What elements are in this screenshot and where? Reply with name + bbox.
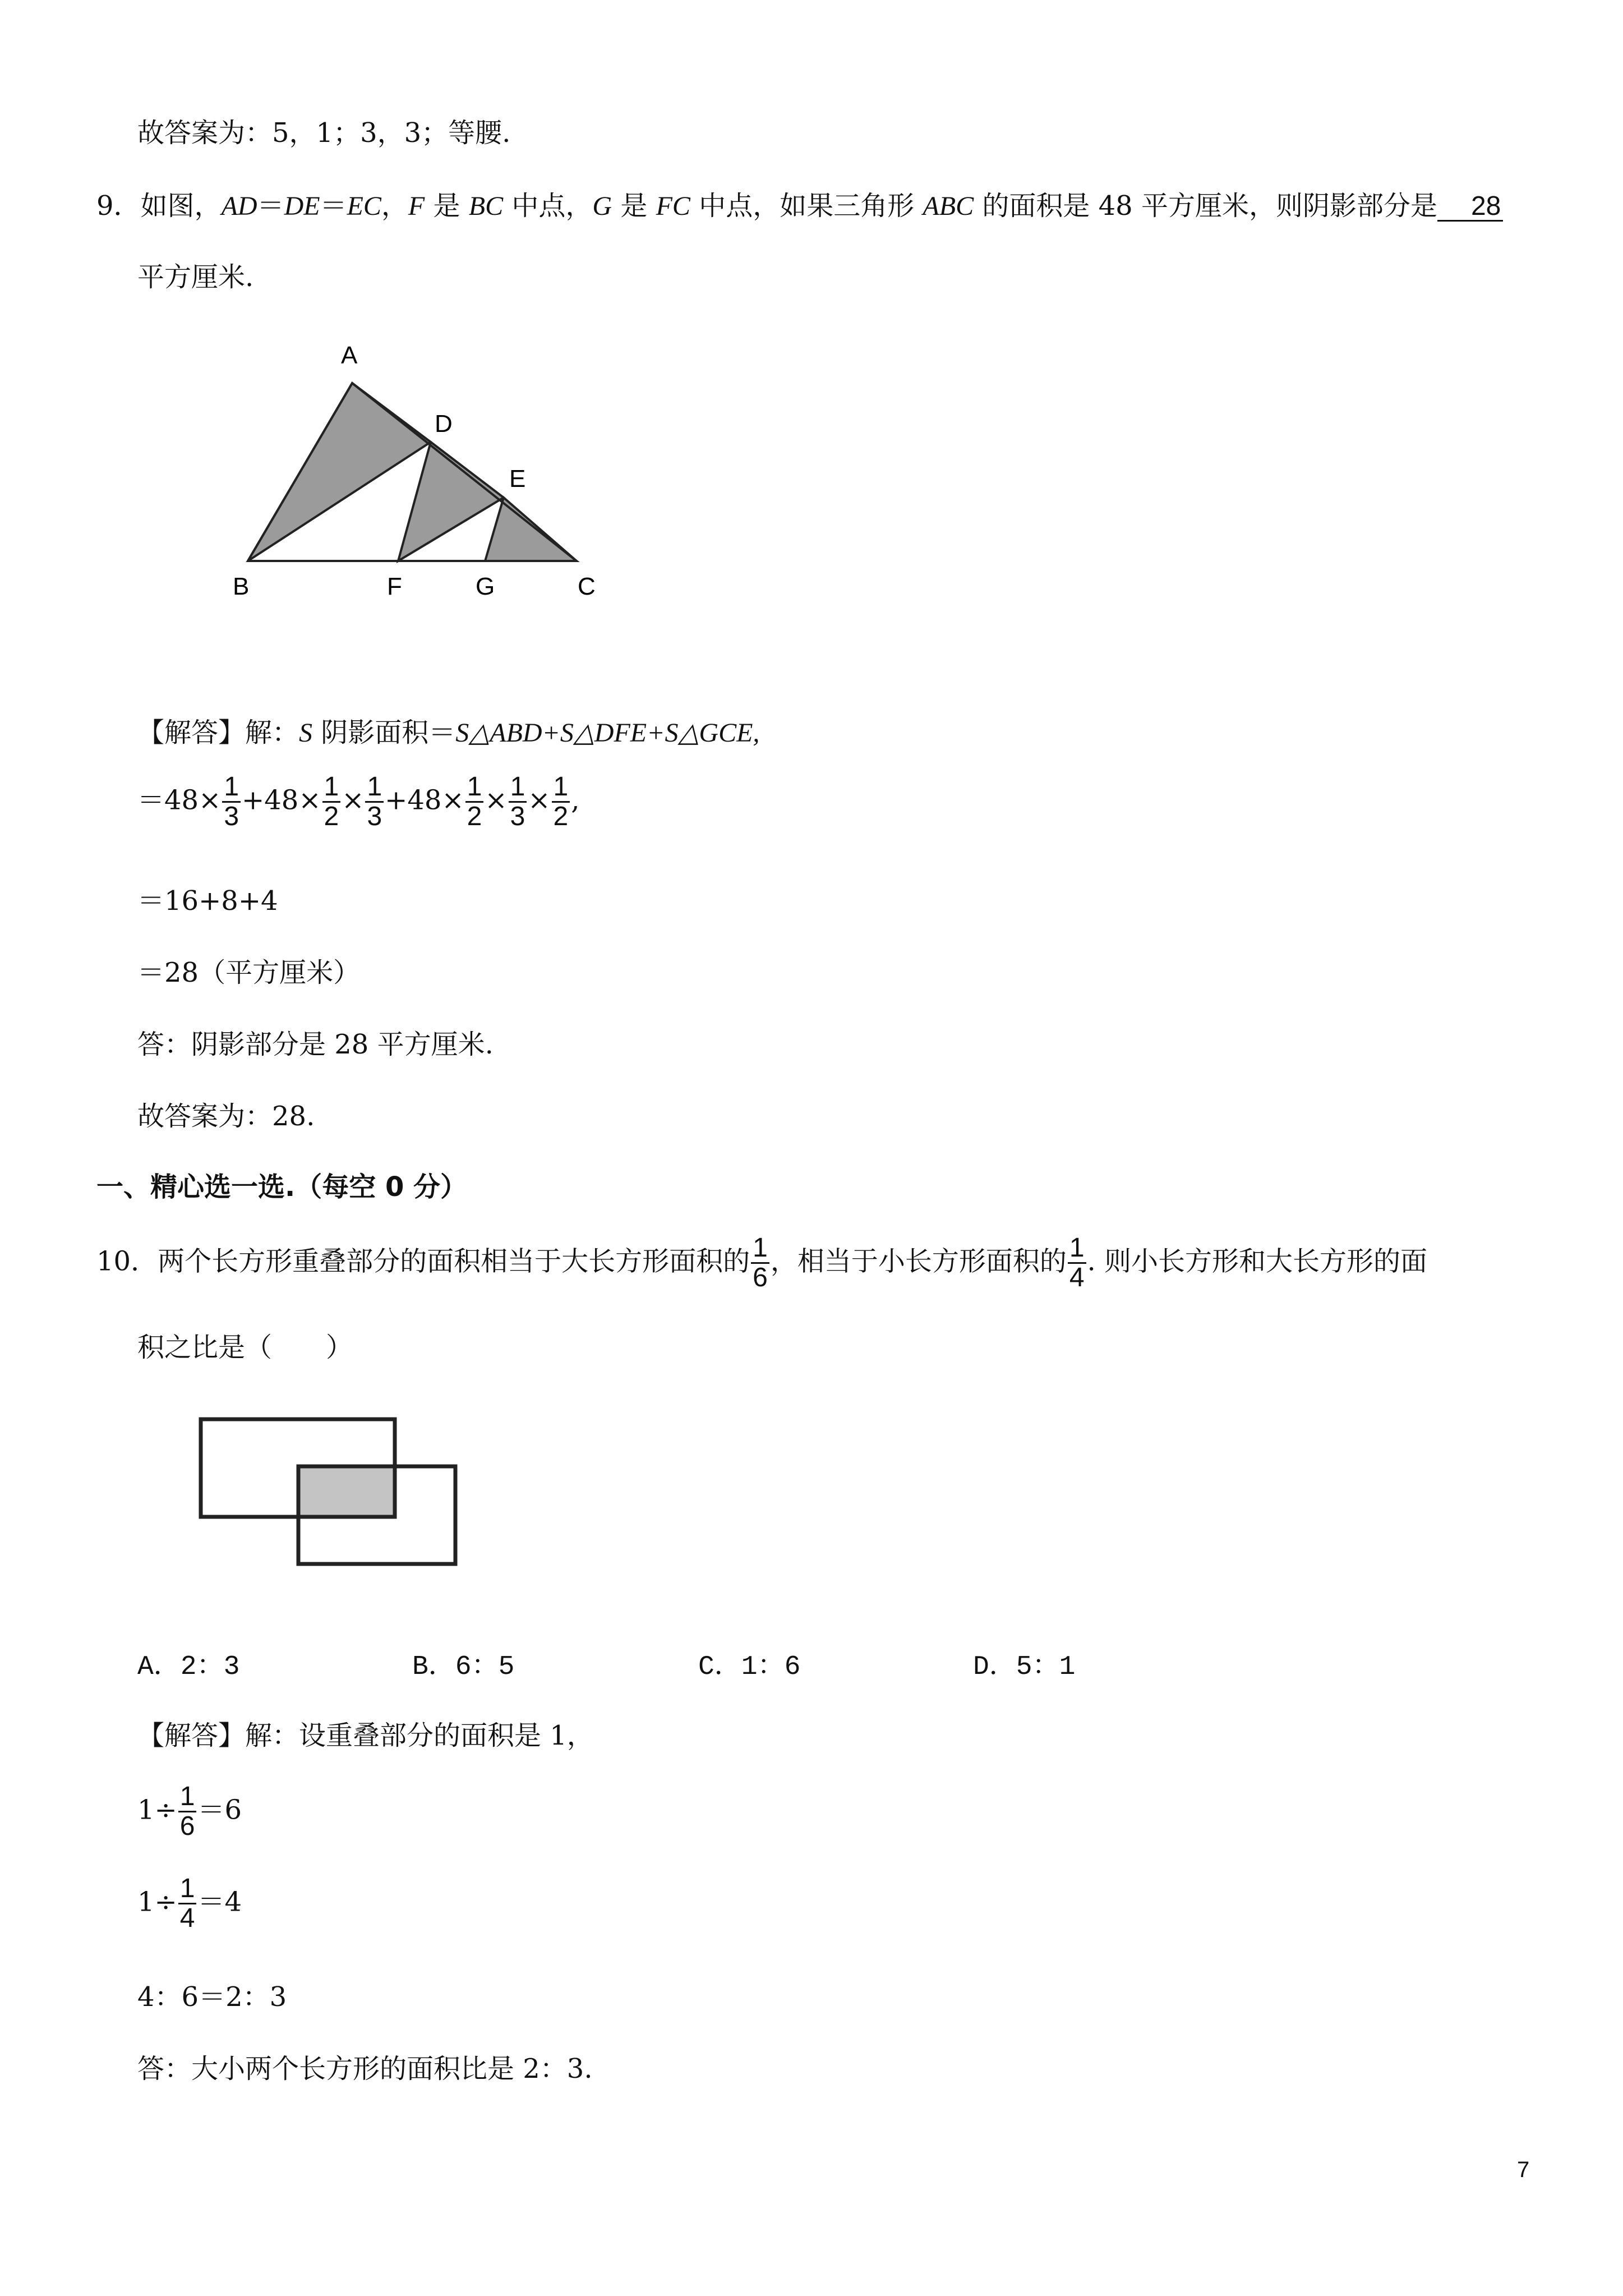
label-g: G xyxy=(476,573,495,600)
q9-sol-label: 【解答】解： xyxy=(137,717,299,748)
q10-calc1 xyxy=(137,1783,242,1841)
q10-number: 10． xyxy=(96,1245,158,1277)
q10-stem-line2: 积之比是（ ） xyxy=(137,1332,353,1363)
q9-answer-blank: 28 xyxy=(1437,193,1503,222)
option-a: A．2：3 xyxy=(137,1652,240,1682)
q10-calc2 xyxy=(137,1875,242,1933)
q10-solution-head: 【解答】解：设重叠部分的面积是 1， xyxy=(137,1720,594,1751)
q9-g: G xyxy=(592,191,612,221)
label-e: E xyxy=(509,465,526,493)
option-b: B．6：5 xyxy=(412,1652,515,1682)
denominator: 4 xyxy=(179,1903,195,1934)
fraction-one-quarter xyxy=(178,1875,197,1933)
q9-calc-text: ＝48× xyxy=(137,784,222,816)
q9-fc: FC xyxy=(656,191,690,221)
numerator: 1 xyxy=(178,1783,197,1812)
fraction-one-third xyxy=(509,773,527,831)
q9-eq: ＝ xyxy=(257,190,284,222)
q9-calc-text: × xyxy=(528,784,551,816)
q10-calc3: 4：6＝2：3 xyxy=(137,1981,287,2013)
numerator: 1 xyxy=(509,773,527,803)
label-d: D xyxy=(435,410,453,438)
q9-ec: EC xyxy=(347,191,381,221)
numerator: 1 xyxy=(465,773,484,803)
q9-text: 的面积是 48 平方厘米，则阴影部分是 xyxy=(974,190,1437,222)
denominator: 2 xyxy=(467,802,482,832)
q9-solution-line2 xyxy=(137,773,579,831)
label-a: A xyxy=(341,342,358,369)
q9-calc-text: , xyxy=(571,784,580,816)
q9-number: 9． xyxy=(96,190,141,222)
numerator: 1 xyxy=(552,773,570,803)
q9-solution-line4: ＝28（平方厘米） xyxy=(137,957,361,988)
numerator: 1 xyxy=(1068,1234,1086,1264)
q10-text: 两个长方形重叠部分的面积相当于大长方形面积的 xyxy=(158,1245,750,1277)
q9-de: DE xyxy=(284,191,320,221)
option-d: D．5：1 xyxy=(973,1652,1076,1682)
q10-rectangles-figure xyxy=(196,1414,460,1582)
q9-calc-text: +48× xyxy=(385,784,464,816)
label-f: F xyxy=(387,573,402,600)
denominator: 3 xyxy=(510,802,525,832)
denominator: 2 xyxy=(324,802,339,832)
q10-text: ，相当于小长方形面积的 xyxy=(770,1245,1067,1277)
q9-solution-head xyxy=(137,719,759,747)
label-c: C xyxy=(578,573,596,600)
section-heading: 一、精心选一选.（每空 0 分） xyxy=(96,1171,468,1203)
shaded-triangle-abd xyxy=(248,383,431,561)
q10-text: . 则小长方形和大长方形的面 xyxy=(1087,1245,1428,1277)
q9-text: 中点，如果三角形 xyxy=(690,190,923,222)
fraction-one-half xyxy=(465,773,484,831)
q9-stem-line1 xyxy=(96,192,1503,222)
numerator: 1 xyxy=(322,773,341,803)
option-c: C．1：6 xyxy=(698,1652,801,1682)
q9-sol-text: 阴影面积＝ xyxy=(312,717,456,748)
q9-eq: ＝ xyxy=(320,190,347,222)
q9-ad: AD xyxy=(221,191,257,221)
q9-sol-terms: S△ABD+S△DFE+S△GCE, xyxy=(455,718,760,748)
numerator: 1 xyxy=(178,1875,197,1904)
q8-answer-line: 故答案为：5，1；3，3；等腰. xyxy=(137,117,511,149)
q9-text: ， xyxy=(381,190,408,222)
q9-calc-text: × xyxy=(342,784,365,816)
fraction-one-third xyxy=(365,773,384,831)
q9-text: 是 xyxy=(612,190,656,222)
q10-stem-line1 xyxy=(96,1234,1427,1292)
numerator: 1 xyxy=(751,1234,769,1264)
q9-text: 是 xyxy=(425,190,469,222)
q9-calc-text: × xyxy=(485,784,508,816)
q9-bc: BC xyxy=(468,191,504,221)
q9-stem-line2: 平方厘米. xyxy=(137,261,254,293)
denominator: 3 xyxy=(224,802,239,832)
denominator: 6 xyxy=(753,1263,768,1293)
denominator: 2 xyxy=(553,802,569,832)
numerator: 1 xyxy=(222,773,241,803)
calc-text: 1÷ xyxy=(137,1886,177,1918)
q9-triangle-figure xyxy=(224,331,628,611)
numerator: 1 xyxy=(365,773,384,803)
page-number: 7 xyxy=(1517,2157,1530,2182)
q9-text: 中点， xyxy=(503,190,593,222)
calc-text: 1÷ xyxy=(137,1794,177,1826)
fraction-one-half xyxy=(552,773,570,831)
q9-solution-line3: ＝16+8+4 xyxy=(137,885,278,917)
q9-solution-line5: 答：阴影部分是 28 平方厘米. xyxy=(137,1029,494,1060)
fraction-one-quarter xyxy=(1068,1234,1086,1292)
denominator: 4 xyxy=(1069,1263,1085,1293)
shaded-triangle-dfe xyxy=(398,442,504,561)
calc-text: ＝4 xyxy=(197,1886,242,1918)
q10-answer: 答：大小两个长方形的面积比是 2：3. xyxy=(137,2053,593,2085)
fraction-one-sixth xyxy=(751,1234,769,1292)
q9-solution-line6: 故答案为：28. xyxy=(137,1101,315,1132)
q9-calc-text: +48× xyxy=(242,784,321,816)
fraction-one-sixth xyxy=(178,1783,197,1841)
q9-f: F xyxy=(408,191,425,221)
label-b: B xyxy=(233,573,250,600)
q9-text: 如图， xyxy=(140,190,222,222)
calc-text: ＝6 xyxy=(197,1794,242,1826)
q9-sol-s: S xyxy=(299,718,313,748)
denominator: 6 xyxy=(179,1811,195,1842)
fraction-one-third xyxy=(222,773,241,831)
fraction-one-half xyxy=(322,773,341,831)
overlap-shaded-region xyxy=(298,1466,395,1517)
denominator: 3 xyxy=(367,802,382,832)
q9-abc: ABC xyxy=(923,191,974,221)
